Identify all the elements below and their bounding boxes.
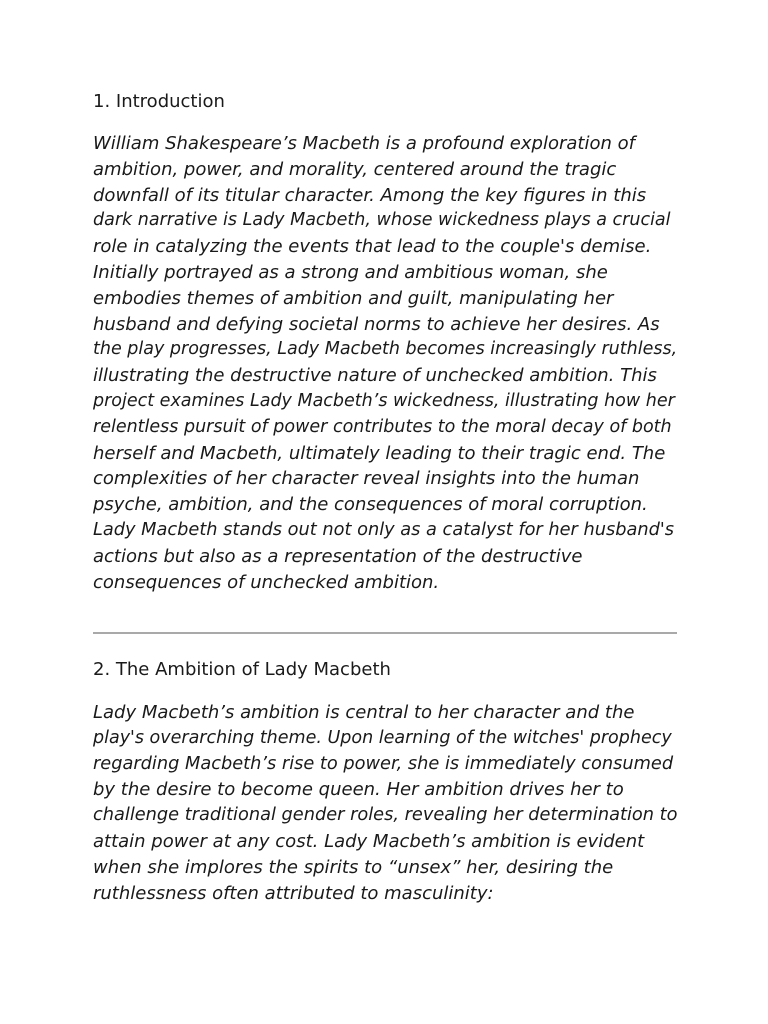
introduction-paragraph xyxy=(93,131,677,595)
paragraph-line: herself and Macbeth, ultimately leading to their tragic end. The xyxy=(93,442,666,464)
paragraph-line: Lady Macbeth stands out not only as a catalyst for her husband's xyxy=(93,519,675,540)
ambition-paragraph xyxy=(93,700,677,906)
paragraph-line: play's overarching theme. Upon learning of the witches' prophecy xyxy=(93,727,672,748)
paragraph-line: downfall of its titular character. Among the key figures in this xyxy=(93,184,647,206)
paragraph-line: role in catalyzing the events that lead to the couple's demise. xyxy=(93,236,652,258)
section-heading-ambition: 2. The Ambition of Lady Macbeth xyxy=(93,659,391,680)
paragraph-line: when she implores the spirits to “unsex” her, desiring the xyxy=(93,856,614,878)
paragraph-line: challenge traditional gender roles, revealing her determination to xyxy=(93,805,678,826)
paragraph-line: complexities of her character reveal insights into the human xyxy=(93,468,640,490)
paragraph-line: psyche, ambition, and the consequences of moral corruption. xyxy=(93,494,648,516)
paragraph-line: husband and defying societal norms to achieve her desires. As xyxy=(93,313,660,335)
paragraph-line: Initially portrayed as a strong and ambitious woman, she xyxy=(93,261,608,283)
section-divider xyxy=(93,632,677,634)
paragraph-line: Lady Macbeth’s ambition is central to her character and the xyxy=(93,702,635,723)
paragraph-line: the play progresses, Lady Macbeth becomes increasingly ruthless, xyxy=(93,339,678,360)
paragraph-line: project examines Lady Macbeth’s wickedness, illustrating how her xyxy=(93,390,675,411)
paragraph-line: illustrating the destructive nature of unchecked ambition. This xyxy=(93,365,657,387)
paragraph-line: consequences of unchecked ambition. xyxy=(93,571,440,593)
paragraph-line: by the desire to become queen. Her ambition drives her to xyxy=(93,779,624,801)
paragraph-line: relentless pursuit of power contributes to the moral decay of both xyxy=(93,416,672,437)
paragraph-line: ambition, power, and morality, centered around the tragic xyxy=(93,158,617,180)
paragraph-line: ruthlessness often attributed to masculinity: xyxy=(93,882,494,904)
paragraph-line: embodies themes of ambition and guilt, manipulating her xyxy=(93,287,614,309)
paragraph-line: attain power at any cost. Lady Macbeth’s ambition is evident xyxy=(93,830,645,852)
section-heading-introduction: 1. Introduction xyxy=(93,91,225,112)
paragraph-line: actions but also as a representation of the destructive xyxy=(93,545,583,567)
paragraph-line: William Shakespeare’s Macbeth is a profound exploration of xyxy=(93,133,635,154)
paragraph-line: regarding Macbeth’s rise to power, she is immediately consumed xyxy=(93,753,674,774)
paragraph-line: dark narrative is Lady Macbeth, whose wickedness plays a crucial xyxy=(93,210,671,231)
